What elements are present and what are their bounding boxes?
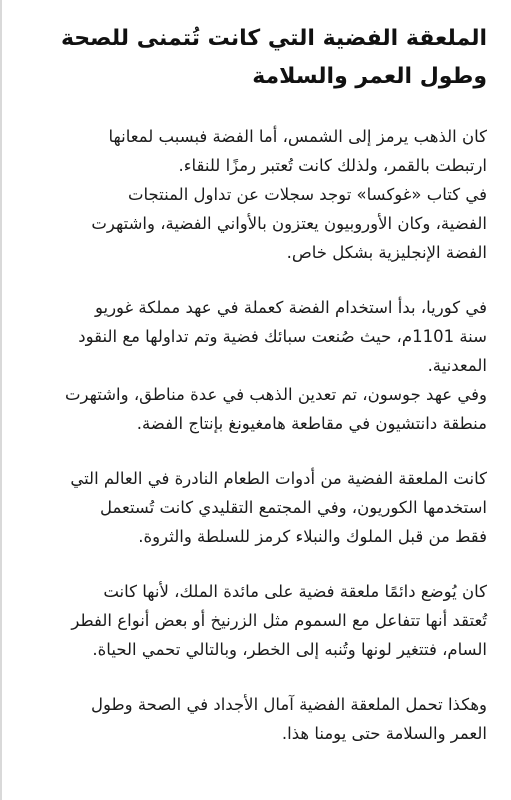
text-line: كانت الملعقة الفضية من أدوات الطعام النادرة في العالم التي	[70, 469, 487, 488]
text-line: سنة 1101م، حيث صُنعت سبائك فضية وتم تداولها مع النقود	[78, 327, 487, 346]
text-line: كان الذهب يرمز إلى الشمس، أما الفضة فبسبب لمعانها	[108, 127, 487, 146]
text-line: ارتبطت بالقمر، ولذلك كانت تُعتبر رمزًا للنقاء.	[178, 156, 487, 175]
title-line: الملعقة الفضية التي كانت تُتمنى للصحة	[60, 26, 487, 51]
text-line: المعدنية.	[427, 356, 487, 375]
paragraph-korea-history	[22, 293, 487, 438]
title-line: وطول العمر والسلامة	[252, 64, 487, 89]
text-line: منطقة دانتشيون في مقاطعة هامغيونغ بإنتاج الفضة.	[136, 414, 487, 433]
text-line: في كوريا، بدأ استخدام الفضة كعملة في عهد مملكة غوريو	[94, 298, 487, 317]
paragraph-silver-spoon-rarity	[22, 464, 487, 551]
paragraph-conclusion	[22, 690, 487, 748]
text-line: تُعتقد أنها تتفاعل مع السموم مثل الزرنيخ أو بعض أنواع الفطر	[71, 611, 487, 630]
text-line: الفضة الإنجليزية بشكل خاص.	[286, 243, 487, 262]
text-line: فقط من قبل الملوك والنبلاء كرمز للسلطة والثروة.	[138, 527, 487, 546]
text-line: العمر والسلامة حتى يومنا هذا.	[281, 724, 487, 743]
text-line: السام، فتتغير لونها وتُنبه إلى الخطر، وبالتالي تحمي الحياة.	[92, 640, 487, 659]
paragraph-silver-symbolism	[22, 122, 487, 267]
text-line: وفي عهد جوسون، تم تعدين الذهب في عدة مناطق، واشتهرت	[64, 385, 487, 404]
text-line: وهكذا تحمل الملعقة الفضية آمال الأجداد في الصحة وطول	[90, 695, 487, 714]
text-line: كان يُوضع دائمًا ملعقة فضية على مائدة الملك، لأنها كانت	[103, 582, 487, 601]
paragraph-royal-table	[22, 577, 487, 664]
article-title	[22, 20, 487, 96]
text-line: في كتاب «غوكسا» توجد سجلات عن تداول المنتجات	[127, 185, 487, 204]
text-line: الفضية، وكان الأوروبيون يعتزون بالأواني الفضية، واشتهرت	[91, 214, 487, 233]
text-line: استخدمها الكوريون، وفي المجتمع التقليدي كانت تُستعمل	[99, 498, 487, 517]
